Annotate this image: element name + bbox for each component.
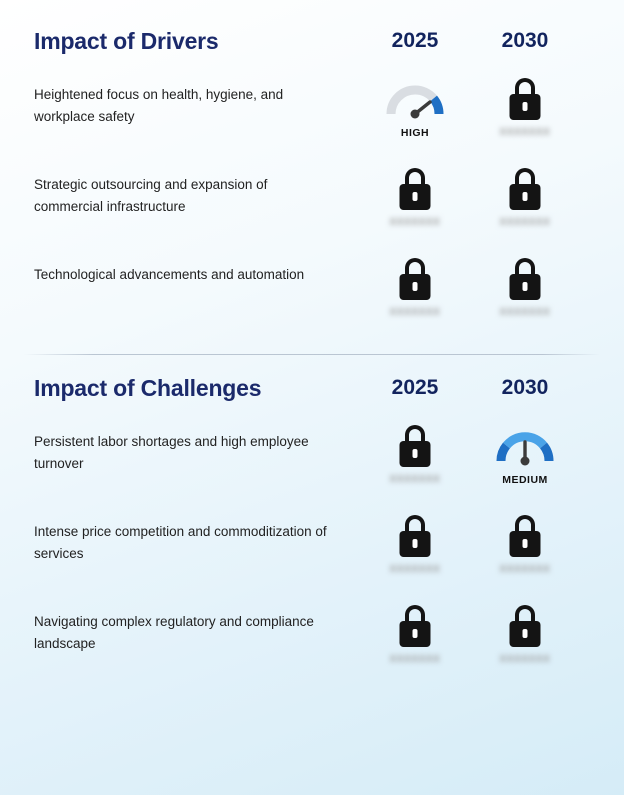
lock-icon xyxy=(508,515,542,557)
cell-drivers-1-2030 xyxy=(470,160,580,228)
row-label: Intense price competition and commoditization of services xyxy=(34,524,327,562)
lock-icon xyxy=(398,515,432,557)
row-label: Technological advancements and automation xyxy=(34,267,305,282)
cell-drivers-0-2030 xyxy=(470,70,580,138)
table-row xyxy=(20,250,604,340)
drivers-header xyxy=(20,18,604,64)
gauge-medium-icon xyxy=(496,425,554,467)
lock-icon xyxy=(508,78,542,120)
lock-icon xyxy=(398,425,432,467)
drivers-year-2030: 2030 xyxy=(501,29,549,52)
drivers-title: Impact of Drivers xyxy=(34,27,219,54)
drivers-year-2025: 2025 xyxy=(391,29,439,52)
table-row xyxy=(20,160,604,250)
table-row xyxy=(20,417,604,507)
locked-value-label: XXXXXXX xyxy=(389,564,441,575)
lock-icon xyxy=(508,168,542,210)
lock-icon xyxy=(508,258,542,300)
cell-challenges-1-2025 xyxy=(360,507,470,575)
cell-challenges-2-2030 xyxy=(470,597,580,665)
challenges-year-2030: 2030 xyxy=(501,376,549,399)
challenges-title: Impact of Challenges xyxy=(34,374,262,401)
row-label: Navigating complex regulatory and compliance landscape xyxy=(34,614,314,652)
cell-challenges-1-2030 xyxy=(470,507,580,575)
drivers-section xyxy=(20,18,604,340)
cell-drivers-0-2025 xyxy=(360,70,470,139)
lock-icon xyxy=(398,258,432,300)
gauge-high-icon xyxy=(386,78,444,120)
challenges-header xyxy=(20,365,604,411)
lock-icon xyxy=(398,605,432,647)
cell-drivers-2-2030 xyxy=(470,250,580,318)
table-row xyxy=(20,597,604,687)
row-label: Strategic outsourcing and expansion of commercial infrastructure xyxy=(34,177,268,215)
challenges-year-2025: 2025 xyxy=(391,376,439,399)
locked-value-label: XXXXXXX xyxy=(499,307,551,318)
locked-value-label: XXXXXXX xyxy=(389,217,441,228)
table-row xyxy=(20,70,604,160)
locked-value-label: XXXXXXX xyxy=(499,654,551,665)
cell-drivers-2-2025 xyxy=(360,250,470,318)
locked-value-label: XXXXXXX xyxy=(389,307,441,318)
locked-value-label: XXXXXXX xyxy=(389,654,441,665)
lock-icon xyxy=(508,605,542,647)
table-row xyxy=(20,507,604,597)
value-label: MEDIUM xyxy=(502,474,548,486)
locked-value-label: XXXXXXX xyxy=(499,127,551,138)
locked-value-label: XXXXXXX xyxy=(389,474,441,485)
lock-icon xyxy=(398,168,432,210)
cell-challenges-2-2025 xyxy=(360,597,470,665)
cell-drivers-1-2025 xyxy=(360,160,470,228)
cell-challenges-0-2030 xyxy=(470,417,580,486)
locked-value-label: XXXXXXX xyxy=(499,564,551,575)
value-label: HIGH xyxy=(400,127,430,139)
locked-value-label: XXXXXXX xyxy=(499,217,551,228)
row-label: Persistent labor shortages and high employee turnover xyxy=(34,434,309,472)
cell-challenges-0-2025 xyxy=(360,417,470,485)
section-divider xyxy=(24,354,600,355)
challenges-section xyxy=(20,365,604,687)
row-label: Heightened focus on health, hygiene, and workplace safety xyxy=(34,87,284,125)
